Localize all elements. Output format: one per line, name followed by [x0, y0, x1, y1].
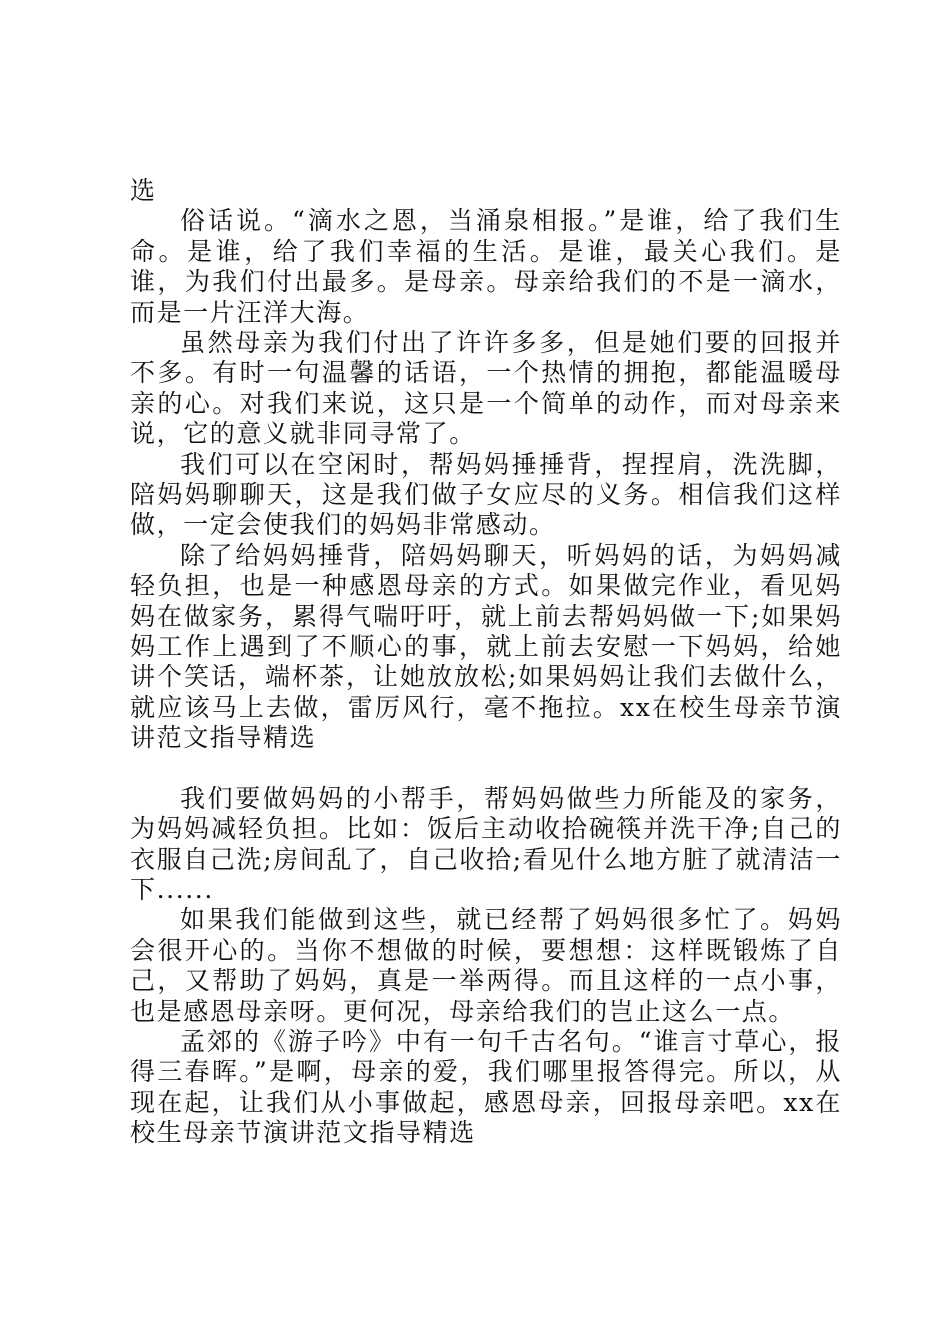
paragraph-small-return: 虽然母亲为我们付出了许许多多，但是她们要的回报并不多。有时一句温馨的话语，一个热情的拥抱，都能温暖母亲的心。对我们来说，这只是一个简单的动作，而对母亲来说，它的意义就非同寻常了。 — [130, 328, 842, 449]
paragraph-gap — [130, 754, 842, 784]
document-body — [130, 176, 842, 1149]
paragraph-mom-happy: 如果我们能做到这些，就已经帮了妈妈很多忙了。妈妈会很开心的。当你不想做的时候，要想想：这样既锻炼了自己，又帮助了妈妈，真是一举两得。而且这样的一点小事，也是感恩母亲呀。更何况，母亲给我们的岂止这么一点。 — [130, 905, 842, 1026]
paragraph-mengjiao-poem: 孟郊的《游子吟》中有一句千古名句。“谁言寸草心，报得三春晖。”是啊，母亲的爱，我们哪里报答得完。所以，从现在起，让我们从小事做起，感恩母亲，回报母亲吧。xx在校生母亲节演讲范文指导精选 — [130, 1026, 842, 1148]
paragraph-little-helper: 我们要做妈妈的小帮手，帮妈妈做些力所能及的家务，为妈妈减轻负担。比如：饭后主动收拾碗筷并洗干净;自己的衣服自己洗;房间乱了，自己收拾;看见什么地方脏了就清洁一下...... — [130, 783, 842, 904]
paragraph-free-time-help: 我们可以在空闲时，帮妈妈捶捶背，捏捏肩，洗洗脚，陪妈妈聊聊天，这是我们做子女应尽的义务。相信我们这样做，一定会使我们的妈妈非常感动。 — [130, 449, 842, 540]
continued-text-fragment: 选 — [130, 176, 156, 205]
paragraph-proverb: 俗话说。“滴水之恩，当涌泉相报。”是谁，给了我们生命。是谁，给了我们幸福的生活。是谁，最关心我们。是谁，为我们付出最多。是母亲。母亲给我们的不是一滴水，而是一片汪洋大海。 — [130, 206, 842, 327]
paragraph-reduce-burden: 除了给妈妈捶背，陪妈妈聊天，听妈妈的话，为妈妈减轻负担，也是一种感恩母亲的方式。如果做完作业，看见妈妈在做家务，累得气喘吁吁，就上前去帮妈妈做一下;如果妈妈工作上遇到了不顺心的事，就上前去安慰一下妈妈，给她讲个笑话，端杯茶，让她放放松;如果妈妈让我们去做什么，就应该马上去做，雷厉风行，毫不拖拉。xx在校生母亲节演讲范文指导精选 — [130, 540, 842, 753]
